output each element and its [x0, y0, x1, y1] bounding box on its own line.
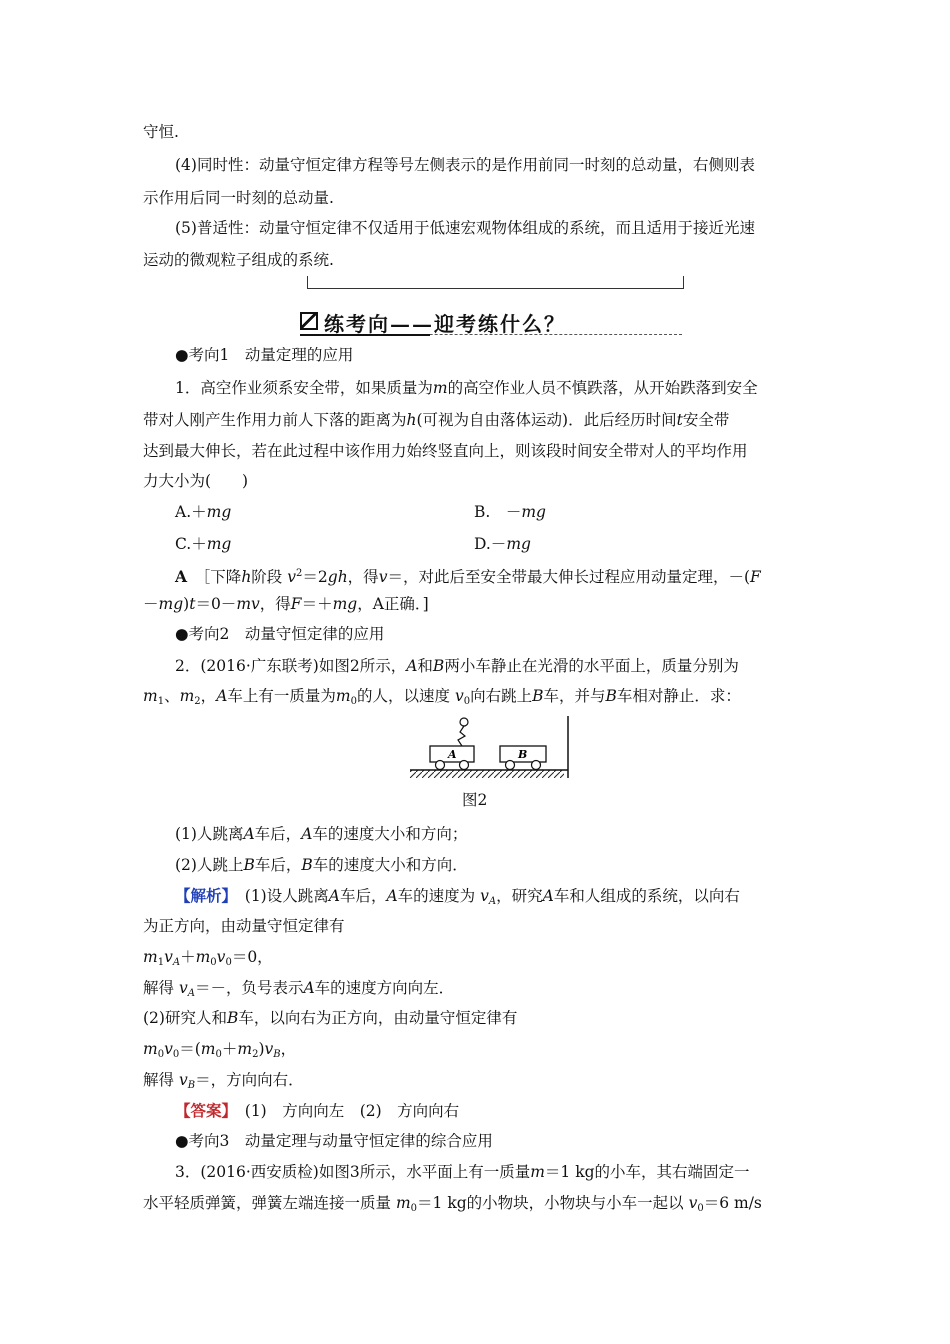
q2-analysis-line2: 为正方向，由动量守恒定律有: [143, 917, 345, 935]
option-d: D.－mg: [474, 535, 531, 553]
q1-answer-line1: A ［下降h阶段 $v^2=2gh$，得v＝，对此后至安全带最大伸长过程应用动量定理，－(F: [175, 567, 761, 586]
option-c: C.＋mg: [175, 535, 232, 553]
equation-1: $m_1v_A+m_0v_0=0$，: [143, 948, 273, 968]
heading-q1: ●考向1 动量定理的应用: [175, 346, 354, 364]
section-underline: [300, 334, 430, 336]
q1-stem-line2: 带对人刚产生作用力前人下落的距离为h(可视为自由落体运动)．此后经历时间t安全带: [143, 411, 730, 429]
q3-stem-line1: 3．(2016·西安质检)如图3所示，水平面上有一质量m＝1 kg的小车，其右端固定一: [175, 1163, 750, 1181]
wheel-icon: [460, 761, 469, 770]
figure-carts: [410, 712, 580, 782]
option-b: B. －mg: [474, 503, 546, 521]
q1-stem-line4: 力大小为( ): [143, 472, 249, 490]
solve-1: 解得 $v_A=-$，负号表示A车的速度方向向左．: [143, 979, 455, 999]
equation-2: $m_0v_0=(m_0+m_2)v_B$，: [143, 1040, 297, 1060]
heading-q3: ●考向3 动量定理与动量守恒定律的综合应用: [175, 1132, 493, 1150]
text-line: (5)普适性：动量守恒定律不仅适用于低速宏观物体组成的系统，而且适用于接近光速: [175, 219, 755, 237]
wheel-icon: [506, 761, 515, 770]
figure-caption: 图2: [462, 791, 488, 809]
q2-part1: (1)人跳离A车后，A车的速度大小和方向；: [175, 825, 468, 843]
q2-analysis-line1: 【解析】 (1)设人跳离A车后，A车的速度为 $v_A$，研究A车和人组成的系统，以向右: [175, 886, 740, 907]
q2-stem-line2: $m_1$、$m_2$，A车上有一质量为$m_0$的人，以速度 $v_0$向右跳上B车，并与B车相对静止．求：: [143, 687, 741, 707]
q3-stem-line2: 水平轻质弹簧，弹簧左端连接一质量 $m_0=1$ kg的小物块，小物块与小车一起以 $v_0=6$ m/s: [143, 1194, 762, 1214]
heading-q2: ●考向2 动量守恒定律的应用: [175, 625, 385, 643]
q1-stem-line3: 达到最大伸长，若在此过程中该作用力始终竖直向上，则该段时间安全带对人的平均作用: [143, 442, 748, 460]
q2-answer: 【答案】 (1) 方向向左 (2) 方向向右: [175, 1101, 460, 1120]
analysis-tag: 【解析】: [175, 886, 230, 905]
person-head-icon: [460, 718, 468, 726]
wheel-icon: [532, 761, 541, 770]
q1-answer-line2: －mg)t＝0－mv，得F＝＋mg，A正确．]: [143, 595, 429, 613]
q2-analysis-line3: (2)研究人和B车，以向右为正方向，由动量守恒定律有: [143, 1009, 518, 1027]
cart-b-label: B: [518, 748, 528, 761]
section-bracket: [307, 276, 684, 289]
wheel-icon: [436, 761, 445, 770]
section-title-text: 练考向——迎考练什么？: [324, 312, 566, 336]
q2-stem-line1: 2．(2016·广东联考)如图2所示，A和B两小车静止在光滑的水平面上，质量分别为: [175, 657, 739, 675]
text-line: 守恒.: [143, 123, 179, 141]
section-icon: [300, 312, 318, 330]
solve-2: 解得 $v_B=$，方向向右．: [143, 1071, 304, 1091]
cart-a-label: A: [448, 748, 457, 761]
answer-tag: 【答案】: [175, 1101, 230, 1120]
ground-hatch: [410, 770, 564, 778]
text-line: 示作用后同一时刻的总动量.: [143, 189, 334, 207]
option-a: A.＋mg: [175, 503, 232, 521]
q2-part2: (2)人跳上B车后，B车的速度大小和方向．: [175, 856, 468, 874]
text-line: (4)同时性：动量守恒定律方程等号左侧表示的是作用前同一时刻的总动量，右侧则表: [175, 156, 755, 174]
q1-stem-line1: 1．高空作业须系安全带，如果质量为m的高空作业人员不慎跌落，从开始跌落到安全: [175, 379, 758, 397]
text-line: 运动的微观粒子组成的系统.: [143, 251, 334, 269]
person-body-icon: [458, 726, 465, 746]
